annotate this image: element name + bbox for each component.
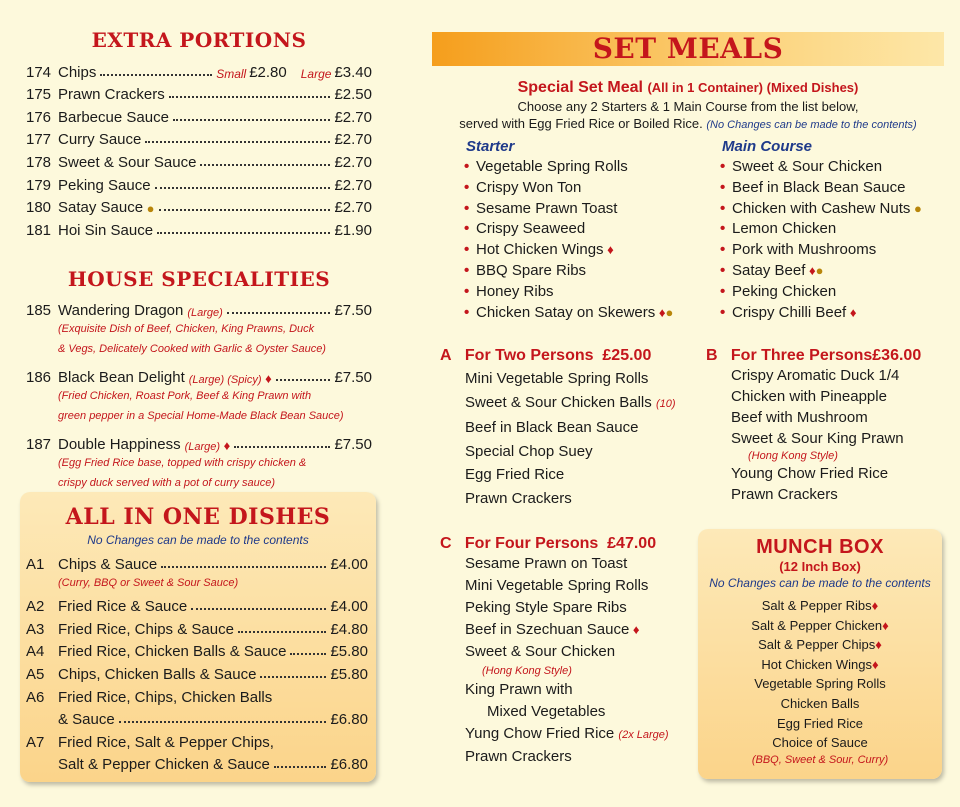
list-item: • Chicken with Cashew Nuts ● xyxy=(722,199,952,220)
menu-item: 185 Wandering Dragon (Large) £7.50 xyxy=(26,302,372,320)
extra-portions-list xyxy=(26,58,372,239)
menu-item: A6 Fried Rice, Chips, Chicken Balls xyxy=(26,688,273,706)
list-item: • Lemon Chicken xyxy=(722,219,952,240)
menu-item-cont: Salt & Pepper Chicken & Sauce £6.80 xyxy=(58,756,368,774)
chili-icon: ♦ xyxy=(871,656,879,672)
item-description: (Egg Fried Rice base, topped with crispy chicken & xyxy=(58,456,307,469)
chili-icon: ♦ xyxy=(875,637,882,653)
list-item: Mini Vegetable Spring Rolls xyxy=(465,370,649,387)
list-item: Salt & Pepper Chips♦ xyxy=(758,637,882,653)
munch-box-title: MUNCH BOX xyxy=(756,536,884,558)
starter-list xyxy=(466,138,706,323)
list-item: • Crispy Won Ton xyxy=(466,178,706,199)
list-item: • Honey Ribs xyxy=(466,282,706,303)
menu-item: A5 Chips, Chicken Balls & Sauce £5.80 xyxy=(26,665,368,683)
menu-item: 176 Barbecue Sauce £2.70 xyxy=(26,108,372,126)
list-item: Salt & Pepper Ribs♦ xyxy=(761,598,879,613)
list-item: • Sesame Prawn Toast xyxy=(466,199,706,220)
list-item: Prawn Crackers xyxy=(731,486,838,503)
list-item: • BBQ Spare Ribs xyxy=(466,261,706,282)
meal-b: B For Three Persons£36.00 Crispy Aromatic Duck 1/4 Chicken with Pineapple Beef with Mushroom Sweet & Sour King Prawn (Hong Kong Style) Young Chow Fried Rice Prawn Crackers xyxy=(706,347,956,505)
menu-item: A7 Fried Rice, Salt & Pepper Chips, xyxy=(26,733,274,751)
chili-icon: ♦ xyxy=(871,598,879,613)
item-note: (Hong Kong Style) xyxy=(482,665,572,677)
list-item: • Vegetable Spring Rolls xyxy=(466,157,706,178)
all-in-one-note: No Changes can be made to the contents xyxy=(87,533,309,547)
chili-icon: ♦ xyxy=(846,304,857,320)
list-item: Mixed Vegetables xyxy=(487,703,606,720)
list-item: Prawn Crackers xyxy=(465,489,572,507)
chili-icon: ♦ xyxy=(220,437,231,453)
menu-item: 179 Peking Sauce £2.70 xyxy=(26,176,372,194)
list-item: • Beef in Black Bean Sauce xyxy=(722,178,952,199)
menu-item: 175 Prawn Crackers £2.50 xyxy=(26,86,372,104)
list-item: Choice of Sauce xyxy=(772,735,868,751)
set-meals-banner xyxy=(432,32,944,66)
munch-box-size: (12 Inch Box) xyxy=(779,559,861,574)
list-item: Yung Chow Fried Rice (2x Large) xyxy=(465,725,669,742)
list-item: Beef in Black Bean Sauce xyxy=(465,419,639,437)
list-item: Sweet & Sour King Prawn xyxy=(731,430,904,447)
list-item: • Pork with Mushrooms xyxy=(722,240,952,261)
all-in-one-title: ALL IN ONE DISHES xyxy=(65,504,331,530)
list-item: King Prawn with xyxy=(465,681,573,698)
list-item: • Hot Chicken Wings ♦ xyxy=(466,240,706,261)
menu-item: 187 Double Happiness (Large) ♦ £7.50 xyxy=(26,435,372,453)
item-description: (Curry, BBQ or Sweet & Sour Sauce) xyxy=(58,576,239,589)
munch-box-note: No Changes can be made to the contents xyxy=(709,576,931,590)
starter-title: Starter xyxy=(466,138,515,155)
list-item: Sesame Prawn on Toast xyxy=(465,555,628,572)
meal-c: C For Four Persons £47.00 Sesame Prawn on Toast Mini Vegetable Spring Rolls Peking Style Spare Ribs Beef in Szechuan Sauce ♦ Sweet & Sour Chicken (Hong Kong Style) King Prawn with Mixed Vegetables Yung Chow Fried Rice (2x Large) Prawn Crackers xyxy=(440,535,702,768)
house-specialities-title: HOUSE SPECIALITIES xyxy=(67,266,331,291)
list-item: Egg Fried Rice xyxy=(777,715,863,731)
list-item: • Crispy Seaweed xyxy=(466,219,706,240)
item-description: & Vegs, Delicately Cooked with Garlic & Oyster Sauce) xyxy=(58,343,326,356)
menu-item: 181 Hoi Sin Sauce £1.90 xyxy=(26,221,372,239)
list-item: Sweet & Sour Chicken Balls (10) xyxy=(465,393,676,411)
special-set-meal-sub: (All in 1 Container) (Mixed Dishes) xyxy=(647,80,859,95)
list-item: • Sweet & Sour Chicken xyxy=(722,157,952,178)
nut-icon: ● xyxy=(910,200,922,216)
chili-icon: ♦ xyxy=(629,622,640,637)
chili-icon: ♦ xyxy=(603,242,614,258)
main-course-title: Main Course xyxy=(722,138,813,155)
list-item: Vegetable Spring Rolls xyxy=(754,676,886,692)
list-item: • Peking Chicken xyxy=(722,282,952,303)
item-note: (Hong Kong Style) xyxy=(748,450,838,462)
menu-item: 177 Curry Sauce £2.70 xyxy=(26,131,372,149)
list-item: Mini Vegetable Spring Rolls xyxy=(465,577,649,594)
list-item: Special Chop Suey xyxy=(465,442,593,460)
dot-leader xyxy=(100,74,212,76)
chili-icon: ♦ xyxy=(655,304,666,320)
list-item: • Crispy Chilli Beef ♦ xyxy=(722,303,952,324)
list-item: • Satay Beef ♦● xyxy=(722,261,952,282)
house-specialities-list xyxy=(26,297,372,493)
menu-item: 178 Sweet & Sour Sauce £2.70 xyxy=(26,153,372,171)
menu-item: 180 Satay Sauce ● £2.70 xyxy=(26,199,372,217)
item-description: (Exquisite Dish of Beef, Chicken, King Prawns, Duck xyxy=(58,323,315,336)
item-description: crispy duck served with a pot of curry sauce) xyxy=(58,476,276,489)
list-item: • Chicken Satay on Skewers ♦● xyxy=(466,303,706,324)
all-in-one-box xyxy=(20,492,376,782)
nut-icon: ● xyxy=(815,262,824,278)
menu-item: 174 Chips Small £2.80 Large £3.40 xyxy=(26,63,372,81)
list-item: Beef with Mushroom xyxy=(731,409,868,426)
meal-a: A For Two Persons £25.00 Mini Vegetable Spring Rolls Sweet & Sour Chicken Balls (10) Beef in Black Bean Sauce Special Chop Suey Egg Fried Rice Prawn Crackers xyxy=(440,347,702,511)
extra-portions-section xyxy=(26,28,372,493)
menu-item: 186 Black Bean Delight (Large) (Spicy) ♦ £7.50 xyxy=(26,368,372,386)
munch-box xyxy=(698,529,942,779)
list-item: Prawn Crackers xyxy=(465,748,572,765)
list-item: Chicken Balls xyxy=(780,695,860,711)
main-course-list xyxy=(722,138,952,323)
nut-icon: ● xyxy=(665,304,674,320)
menu-item: A3 Fried Rice, Chips & Sauce £4.80 xyxy=(26,620,368,638)
sauce-note: (BBQ, Sweet & Sour, Curry) xyxy=(751,753,889,766)
list-item: Chicken with Pineapple xyxy=(731,388,887,405)
item-description: green pepper in a Special Home-Made Black Bean Sauce) xyxy=(58,409,344,422)
menu-item: A2 Fried Rice & Sauce £4.00 xyxy=(26,598,368,616)
menu-item: A1 Chips & Sauce £4.00 xyxy=(26,555,368,573)
menu-item-cont: & Sauce £6.80 xyxy=(58,711,368,729)
list-item: Peking Style Spare Ribs xyxy=(465,599,627,616)
extra-portions-title: EXTRA PORTIONS xyxy=(91,28,307,52)
list-item: Sweet & Sour Chicken xyxy=(465,643,616,660)
list-item: Young Chow Fried Rice xyxy=(731,465,889,482)
item-description: (Fried Chicken, Roast Pork, Beef & King Prawn with xyxy=(58,389,312,402)
chili-icon: ♦ xyxy=(882,617,889,633)
menu-item: A4 Fried Rice, Chicken Balls & Sauce £5.80 xyxy=(26,643,368,661)
special-set-meal-instruction: Choose any 2 Starters & 1 Main Course from the list below, xyxy=(517,99,859,114)
chili-icon: ♦ xyxy=(261,370,272,386)
list-item: Hot Chicken Wings♦ xyxy=(761,656,879,672)
nut-icon: ● xyxy=(143,201,155,217)
list-item: Salt & Pepper Chicken♦ xyxy=(751,617,889,633)
list-item: Crispy Aromatic Duck 1/4 xyxy=(731,367,900,384)
special-set-meal-header: Special Set Meal (All in 1 Container) (Mixed Dishes) Choose any 2 Starters & 1 Main Course from the list below, served with Egg Fried Rice or Boiled Rice. (No Changes can be made to the contents) xyxy=(432,79,944,131)
chili-icon: ♦ xyxy=(805,262,816,278)
list-item: Egg Fried Rice xyxy=(465,466,565,484)
list-item: Beef in Szechuan Sauce ♦ xyxy=(465,621,640,638)
set-meals-title: SET MEALS xyxy=(592,32,784,65)
special-set-meal-title: Special Set Meal xyxy=(517,79,643,96)
